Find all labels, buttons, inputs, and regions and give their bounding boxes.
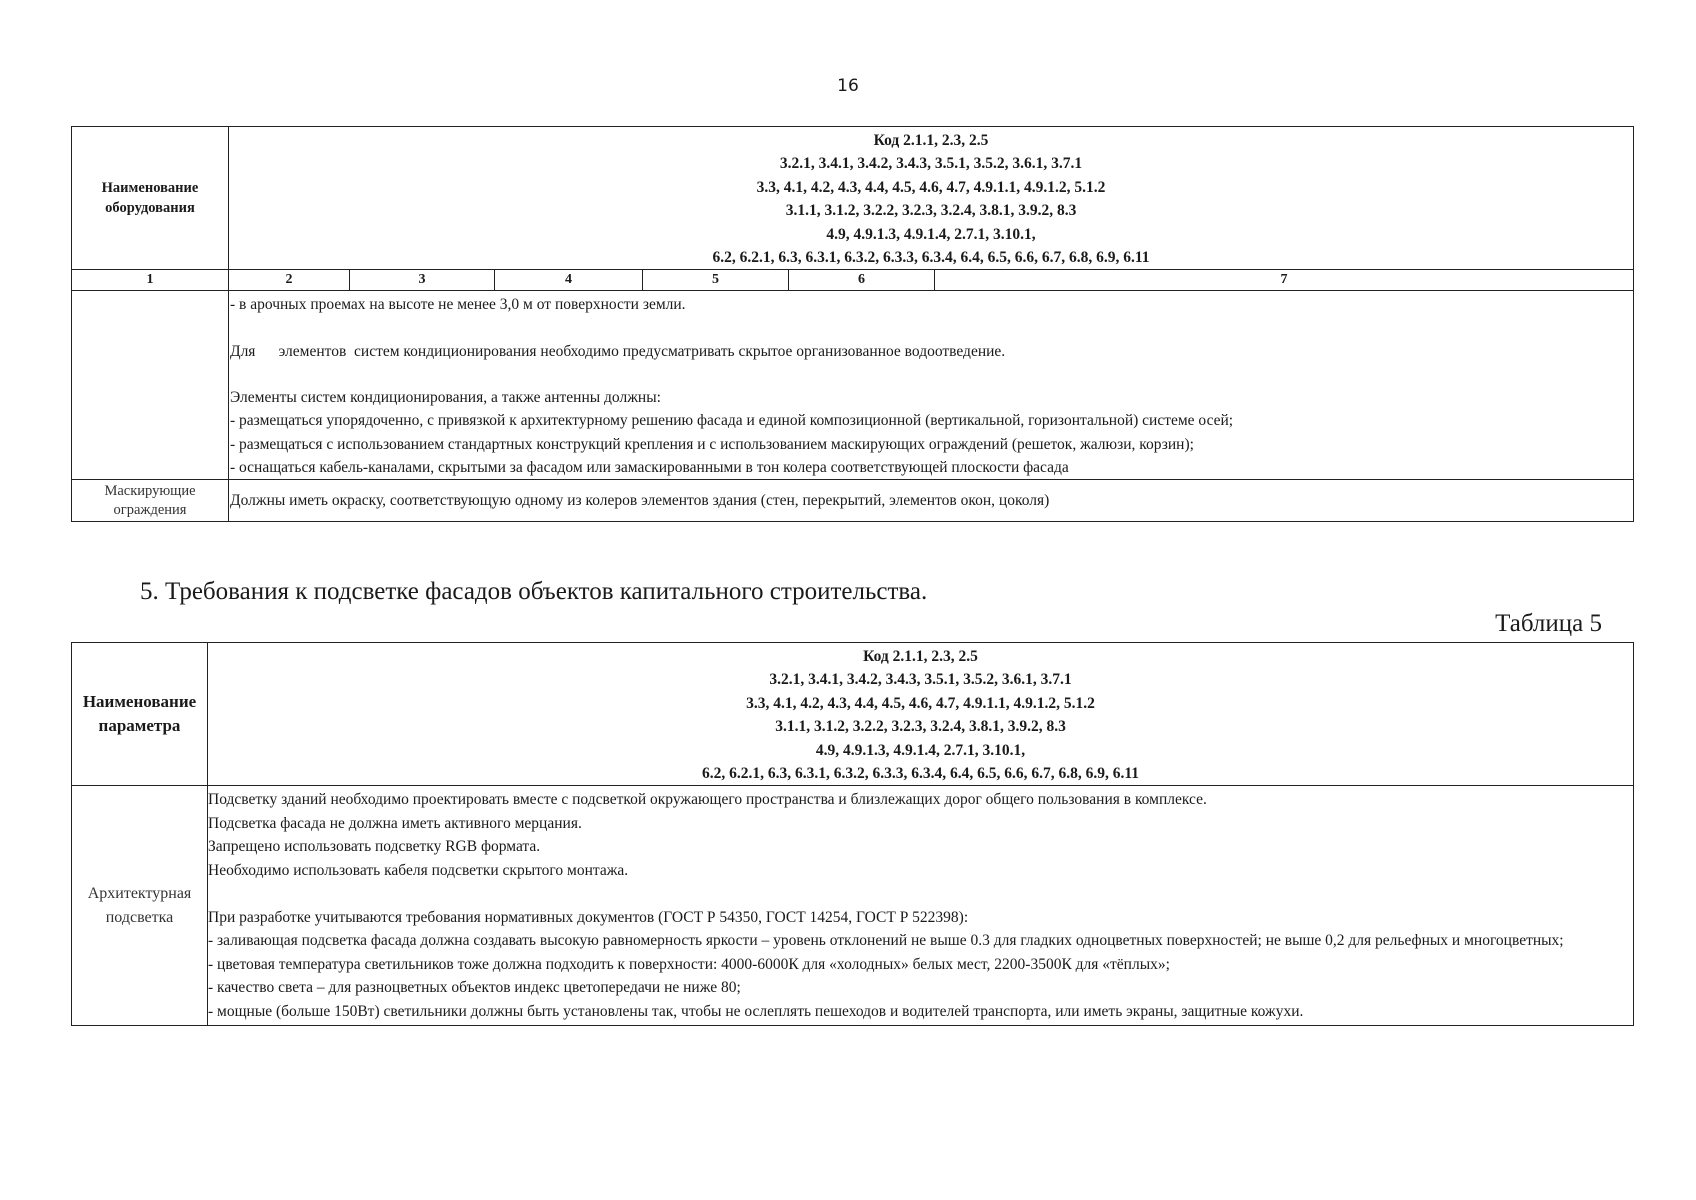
code-line: Код 2.1.1, 2.3, 2.5 <box>873 132 989 149</box>
text-line: - размещаться упорядоченно, с привязкой к архитектурному решению фасада и единой композиционной (вертикальной, горизонтальной) системе осей; <box>230 412 1234 430</box>
code-line: 3.1.1, 3.1.2, 3.2.2, 3.2.3, 3.2.4, 3.8.1, 3.9.2, 8.3 <box>775 718 1066 736</box>
column-number: 5 <box>643 270 789 291</box>
code-line: Код 2.1.1, 2.3, 2.5 <box>863 648 978 665</box>
header-codes <box>229 127 1634 270</box>
column-number: 3 <box>350 270 495 291</box>
text-line: Необходимо использовать кабеля подсветки скрытого монтажа. <box>208 861 629 879</box>
masking-fences-text: Должны иметь окраску, соответствующую одному из колеров элементов здания (стен, перекрытий, элементов окон, цоколя) <box>229 480 1634 522</box>
text-line: Подсветка фасада не должна иметь активного мерцания. <box>208 814 582 832</box>
code-line: 6.2, 6.2.1, 6.3, 6.3.1, 6.3.2, 6.3.3, 6.3.4, 6.4, 6.5, 6.6, 6.7, 6.8, 6.9, 6.11 <box>701 765 1140 783</box>
header-name-line: Наименование <box>82 692 197 712</box>
text-line: - в арочных проемах на высоте не менее 3,0 м от поверхности земли. <box>230 296 686 314</box>
code-line: 3.1.1, 3.1.2, 3.2.2, 3.2.3, 3.2.4, 3.8.1, 3.9.2, 8.3 <box>785 202 1077 220</box>
text-line: - заливающая подсветка фасада должна создавать высокую равномерность яркости – уровень отклонений не выше 0.3 для гладких одноцветных поверхностей; не выше 0,2 для рельефных и многоцветных; <box>208 932 1564 950</box>
text-line: - мощные (больше 150Вт) светильники должны быть установлены так, чтобы не ослеплять пешеходов и водителей транспорта, или иметь экраны, защитные кожухи. <box>208 1002 1304 1020</box>
code-line: 3.3, 4.1, 4.2, 4.3, 4.4, 4.5, 4.6, 4.7, 4.9.1.1, 4.9.1.2, 5.1.2 <box>756 178 1106 196</box>
lighting-requirements-text <box>208 786 1634 1026</box>
requirements-text <box>229 291 1634 480</box>
header-equipment-name <box>72 127 229 270</box>
code-line: 4.9, 4.9.1.3, 4.9.1.4, 2.7.1, 3.10.1, <box>826 225 1036 243</box>
text-line: - качество света – для разноцветных объектов индекс цветопередачи не ниже 80; <box>208 979 741 997</box>
lighting-table <box>71 642 1634 1026</box>
column-number: 1 <box>72 270 229 291</box>
text-line: - оснащаться кабель-каналами, скрытыми за фасадом или замаскированными в тон колера соответствующей плоскости фасада <box>230 458 1069 476</box>
column-number: 6 <box>789 270 935 291</box>
code-line: 3.2.1, 3.4.1, 3.4.2, 3.4.3, 3.5.1, 3.5.2, 3.6.1, 3.7.1 <box>769 671 1072 689</box>
header-parameter-name <box>72 643 208 786</box>
header-name-line: оборудования <box>105 200 195 217</box>
code-line: 4.9, 4.9.1.3, 4.9.1.4, 2.7.1, 3.10.1, <box>815 741 1026 759</box>
architectural-lighting-label: Архитектурная подсветка <box>72 786 208 1026</box>
code-line: 3.3, 4.1, 4.2, 4.3, 4.4, 4.5, 4.6, 4.7, 4.9.1.1, 4.9.1.2, 5.1.2 <box>746 694 1095 712</box>
empty-label-cell <box>72 291 229 480</box>
section-title: 5. Требования к подсветке фасадов объектов капитального строительства. <box>140 578 928 605</box>
text-line: При разработке учитываются требования нормативных документов (ГОСТ Р 54350, ГОСТ 14254, ГОСТ Р 522398): <box>208 908 969 926</box>
code-line: 6.2, 6.2.1, 6.3, 6.3.1, 6.3.2, 6.3.3, 6.3.4, 6.4, 6.5, 6.6, 6.7, 6.8, 6.9, 6.11 <box>712 249 1150 267</box>
masking-fences-label: Маскирующие ограждения <box>72 480 229 522</box>
text-line: - цветовая температура светильников тоже должна подходить к поверхности: 4000-6000К для «холодных» белых мест, 2200-3500К для «тёплых»; <box>208 955 1170 973</box>
code-line: 3.2.1, 3.4.1, 3.4.2, 3.4.3, 3.5.1, 3.5.2, 3.6.1, 3.7.1 <box>779 155 1083 173</box>
column-number: 4 <box>495 270 643 291</box>
page-number: 16 <box>837 76 859 96</box>
header-name-line: Наименование <box>101 180 199 197</box>
text-line: Запрещено использовать подсветку RGB формата. <box>208 838 541 856</box>
header-codes <box>208 643 1634 786</box>
text-line: Подсветку зданий необходимо проектировать вместе с подсветкой окружающего пространства и близлежащих дорог общего пользования в комплексе. <box>208 791 1207 809</box>
column-number: 7 <box>935 270 1634 291</box>
text-line: Элементы систем кондиционирования, а также антенны должны: <box>230 389 661 407</box>
equipment-table <box>71 126 1634 522</box>
column-number-row <box>72 270 1634 291</box>
table-label: Таблица 5 <box>1495 610 1602 637</box>
text-line: Для элементов систем кондиционирования необходимо предусматривать скрытое организованное водоотведение. <box>230 342 1006 360</box>
header-name-line: параметра <box>98 716 181 736</box>
text-line: - размещаться с использованием стандартных конструкций крепления и с использованием маскирующих ограждений (решеток, жалюзи, корзин); <box>230 435 1194 453</box>
column-number: 2 <box>229 270 350 291</box>
